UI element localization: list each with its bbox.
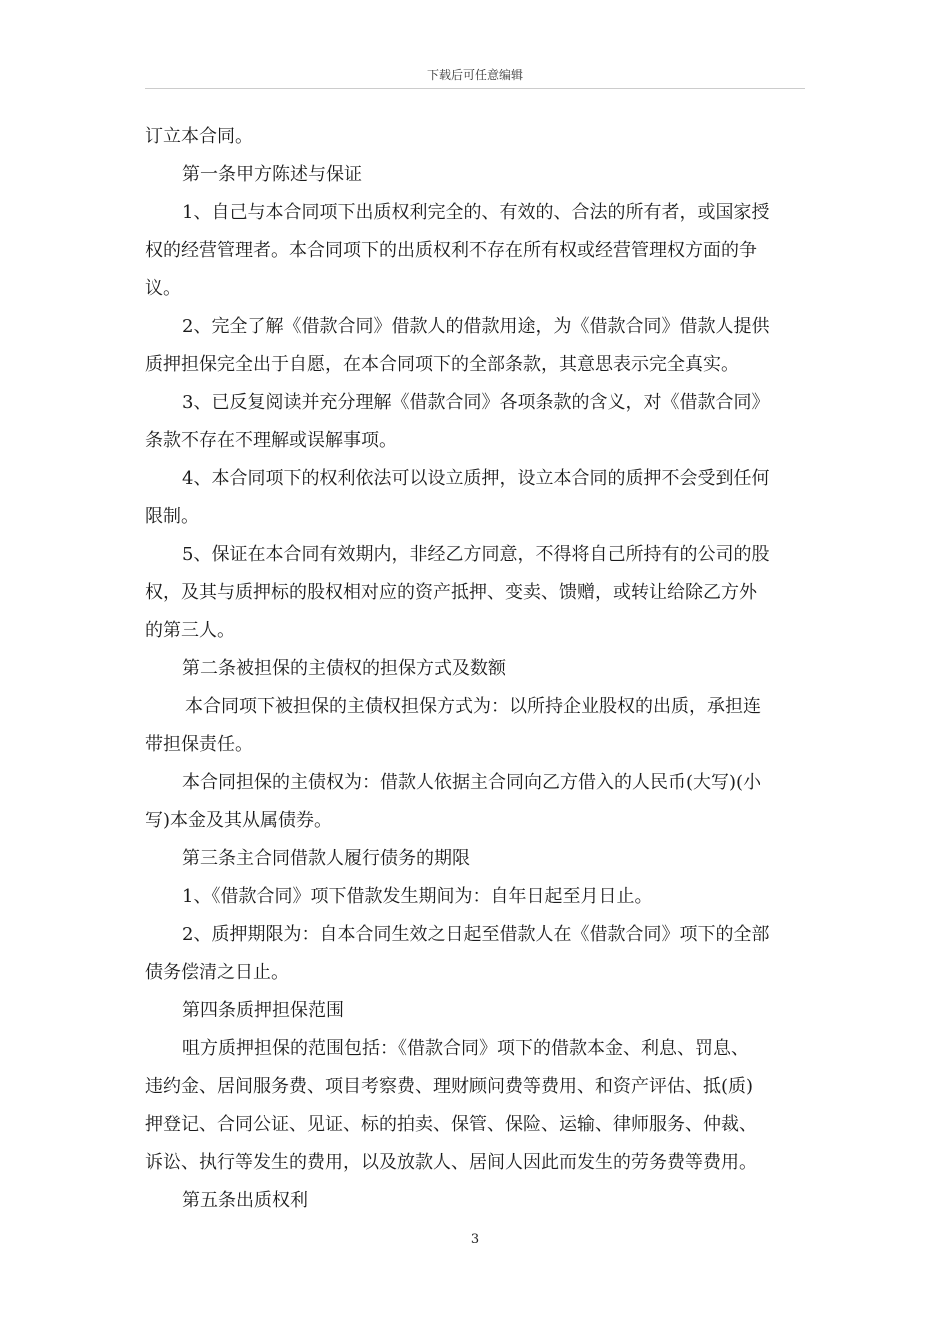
text-line: 写)本金及其从属债券。 <box>145 810 333 831</box>
document-body <box>145 118 805 1220</box>
text-line: 诉讼、执行等发生的费用，以及放款人、居间人因此而发生的劳务费等费用。 <box>145 1152 757 1173</box>
text-line: 权，及其与质押标的股权相对应的资产抵押、变卖、馈赠，或转让给除乙方外 <box>145 582 757 603</box>
text-line: 带担保责任。 <box>145 734 253 755</box>
text-line: 质押担保完全出于自愿，在本合同项下的全部条款，其意思表示完全真实。 <box>145 354 739 375</box>
text-line: 条款不存在不理解或误解事项。 <box>145 430 397 451</box>
text-line: 1、《借款合同》项下借款发生期间为：自年日起至月日止。 <box>182 886 653 907</box>
text-line: 4、本合同项下的权利依法可以设立质押，设立本合同的质押不会受到任何 <box>182 468 770 489</box>
text-line: 2、质押期限为：自本合同生效之日起至借款人在《借款合同》项下的全部 <box>182 924 770 945</box>
section-heading: 第四条质押担保范围 <box>182 1000 344 1021</box>
text-line: 2、完全了解《借款合同》借款人的借款用途，为《借款合同》借款人提供 <box>182 316 770 337</box>
section-heading: 第一条甲方陈述与保证 <box>182 164 362 185</box>
header-divider <box>145 88 805 89</box>
section-heading: 第三条主合同借款人履行债务的期限 <box>182 848 470 869</box>
text-line: 咀方质押担保的范围包括：《借款合同》项下的借款本金、利息、罚息、 <box>182 1038 749 1059</box>
text-line: 订立本合同。 <box>145 126 253 147</box>
text-line: 本合同担保的主债权为：借款人依据主合同向乙方借入的人民币(大写)(小 <box>182 772 762 793</box>
section-heading: 第二条被担保的主债权的担保方式及数额 <box>182 658 506 679</box>
text-line: 违约金、居间服务费、项目考察费、理财顾问费等费用、和资产评估、抵(质) <box>145 1076 754 1097</box>
text-line: 1、自己与本合同项下出质权利完全的、有效的、合法的所有者，或国家授 <box>182 202 770 223</box>
text-line: 5、保证在本合同有效期内，非经乙方同意，不得将自己所持有的公司的股 <box>182 544 770 565</box>
text-line: 3、已反复阅读并充分理解《借款合同》各项条款的含义，对《借款合同》 <box>182 392 770 413</box>
text-line: 押登记、合同公证、见证、标的拍卖、保管、保险、运输、律师服务、仲裁、 <box>145 1114 757 1135</box>
page-number: 3 <box>470 1232 480 1247</box>
page-header: 下载后可任意编辑 <box>426 68 523 82</box>
section-heading: 第五条出质权利 <box>182 1190 308 1211</box>
text-line: 限制。 <box>145 506 199 527</box>
text-line: 的第三人。 <box>145 620 235 641</box>
text-line: 本合同项下被担保的主债权担保方式为：以所持企业股权的出质，承担连 <box>185 696 761 717</box>
text-line: 议。 <box>145 278 181 299</box>
text-line: 债务偿清之日止。 <box>145 962 289 983</box>
text-line: 权的经营管理者。本合同项下的出质权利不存在所有权或经营管理权方面的争 <box>145 240 757 261</box>
